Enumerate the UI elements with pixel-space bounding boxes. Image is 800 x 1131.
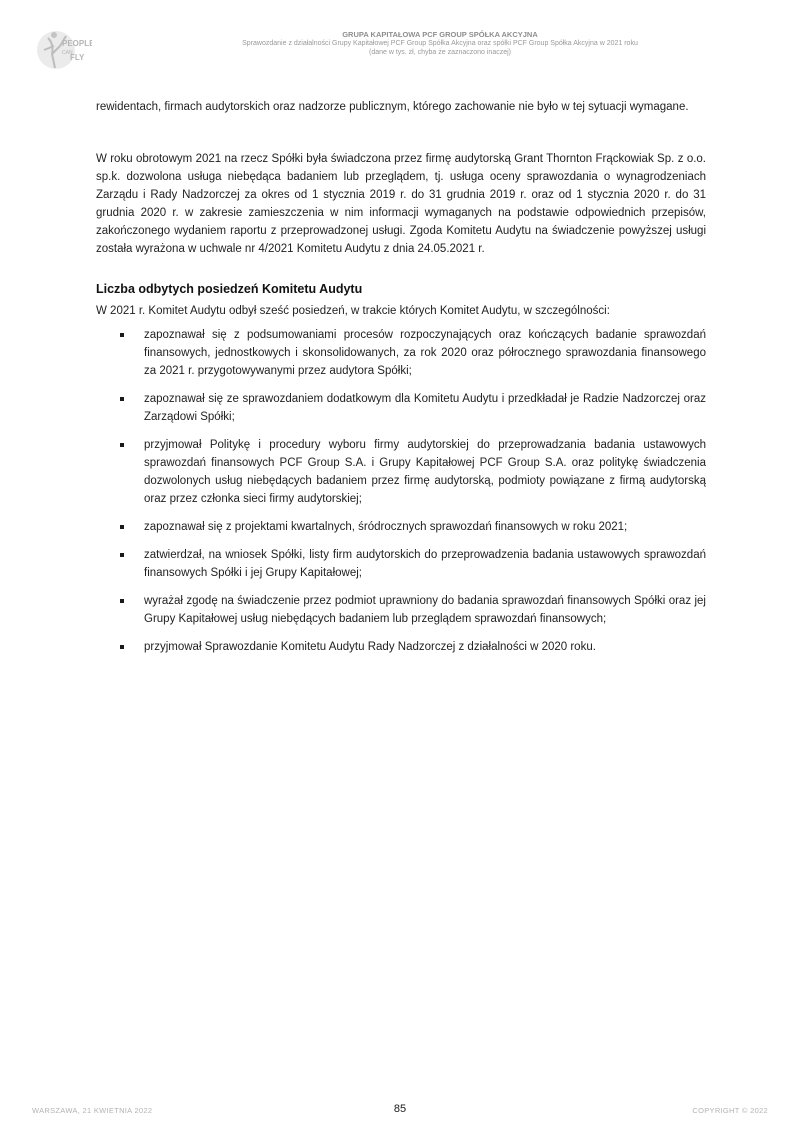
- svg-text:PEOPLE: PEOPLE: [62, 39, 92, 48]
- list-item: [96, 326, 706, 380]
- list-item-text: zapoznawał się ze sprawozdaniem dodatkowym dla Komitetu Audytu i przedkładał je Radzie Nadzorczej oraz Zarządowi Spółki;: [144, 393, 706, 423]
- page-number: 85: [393, 1103, 407, 1115]
- document-body: [96, 98, 706, 666]
- list-item-text: zapoznawał się z projektami kwartalnych, śródrocznych sprawozdań finansowych w roku 2021;: [144, 521, 628, 533]
- list-item: [96, 436, 706, 508]
- activities-list: [96, 326, 706, 656]
- list-item-text: wyrażał zgodę na świadczenie przez podmiot uprawniony do badania sprawozdań finansowych Spółki oraz jej Grupy Kapitałowej usług niebędących badaniem lub przeglądem sprawozdań finansowych;: [144, 595, 706, 625]
- bullet-icon: [120, 443, 124, 447]
- bullet-icon: [120, 525, 124, 529]
- svg-text:FLY: FLY: [70, 53, 85, 62]
- header-company: GRUPA KAPITAŁOWA PCF GROUP SPÓŁKA AKCYJNA: [342, 30, 538, 39]
- page-header: [120, 30, 760, 57]
- list-item-text: przyjmował Sprawozdanie Komitetu Audytu Rady Nadzorczej z działalności w 2020 roku.: [144, 641, 596, 653]
- header-note: (dane w tys. zł, chyba że zaznaczono inaczej): [368, 49, 511, 56]
- bullet-icon: [120, 397, 124, 401]
- list-item: [96, 390, 706, 426]
- bullet-icon: [120, 553, 124, 557]
- paragraph-continued: rewidentach, firmach audytorskich oraz nadzorze publicznym, którego zachowanie nie było w tej sytuacji wymagane.: [96, 101, 689, 113]
- svg-text:CAN: CAN: [62, 50, 73, 56]
- section-heading: Liczba odbytych posiedzeń Komitetu Audytu: [96, 282, 363, 296]
- header-subtitle: Sprawozdanie z działalności Grupy Kapitałowej PCF Group Spółka Akcyjna oraz spółki PCF Group Spółka Akcyjna w 2021 roku: [242, 40, 638, 47]
- list-item-text: zapoznawał się z podsumowaniami procesów rozpoczynających oraz kończących badanie sprawozdań finansowych, jednostkowych i skonsolidowanych, za rok 2020 oraz półrocznego sprawozdania finansowego za 2021 r. przygotowywanymi przez audytora Spółki;: [144, 329, 706, 377]
- people-can-fly-logo: [32, 24, 92, 76]
- list-item: [96, 592, 706, 628]
- paragraph-audit-service: W roku obrotowym 2021 na rzecz Spółki była świadczona przez firmę audytorską Grant Thornton Frąckowiak Sp. z o.o. sp.k. dozwolona usługa niebędąca badaniem lub przeglądem, tj. usługa oceny sprawozdania o wynagrodzeniach Zarządu i Rady Nadzorczej za okres od 1 stycznia 2019 r. do 31 grudnia 2019 r. oraz od 1 stycznia 2020 r. do 31 grudnia 2020 r. w zakresie zamieszczenia w nim informacji wymaganych na podstawie odpowiednich przepisów, zakończonego wydaniem raportu z przeprowadzonej usługi. Zgoda Komitetu Audytu na świadczenie powyższej usługi została wyrażona w uchwale nr 4/2021 Komitetu Audytu z dnia 24.05.2021 r.: [96, 153, 706, 255]
- section-intro: W 2021 r. Komitet Audytu odbył sześć posiedzeń, w trakcie których Komitet Audytu, w szczególności:: [96, 305, 610, 317]
- footer-copyright: COPYRIGHT © 2022: [692, 1106, 768, 1115]
- footer-date: WARSZAWA, 21 KWIETNIA 2022: [32, 1106, 153, 1115]
- list-item: [96, 518, 706, 536]
- list-item: [96, 546, 706, 582]
- bullet-icon: [120, 599, 124, 603]
- list-item-text: przyjmował Politykę i procedury wyboru firmy audytorskiej do przeprowadzania badania ustawowych sprawozdań finansowych PCF Group S.A. i Grupy Kapitałowej PCF Group S.A. oraz politykę świadczenia dozwolonych usług niebędących badaniem przez firmę audytorską, podmioty powiązane z firmą audytorską oraz przez członka sieci firmy audytorskiej;: [144, 439, 706, 505]
- bullet-icon: [120, 645, 124, 649]
- list-item-text: zatwierdzał, na wniosek Spółki, listy firm audytorskich do przeprowadzenia badania ustawowych sprawozdań finansowych Spółki i jej Grupy Kapitałowej;: [144, 549, 706, 579]
- bullet-icon: [120, 333, 124, 337]
- list-item: [96, 638, 706, 656]
